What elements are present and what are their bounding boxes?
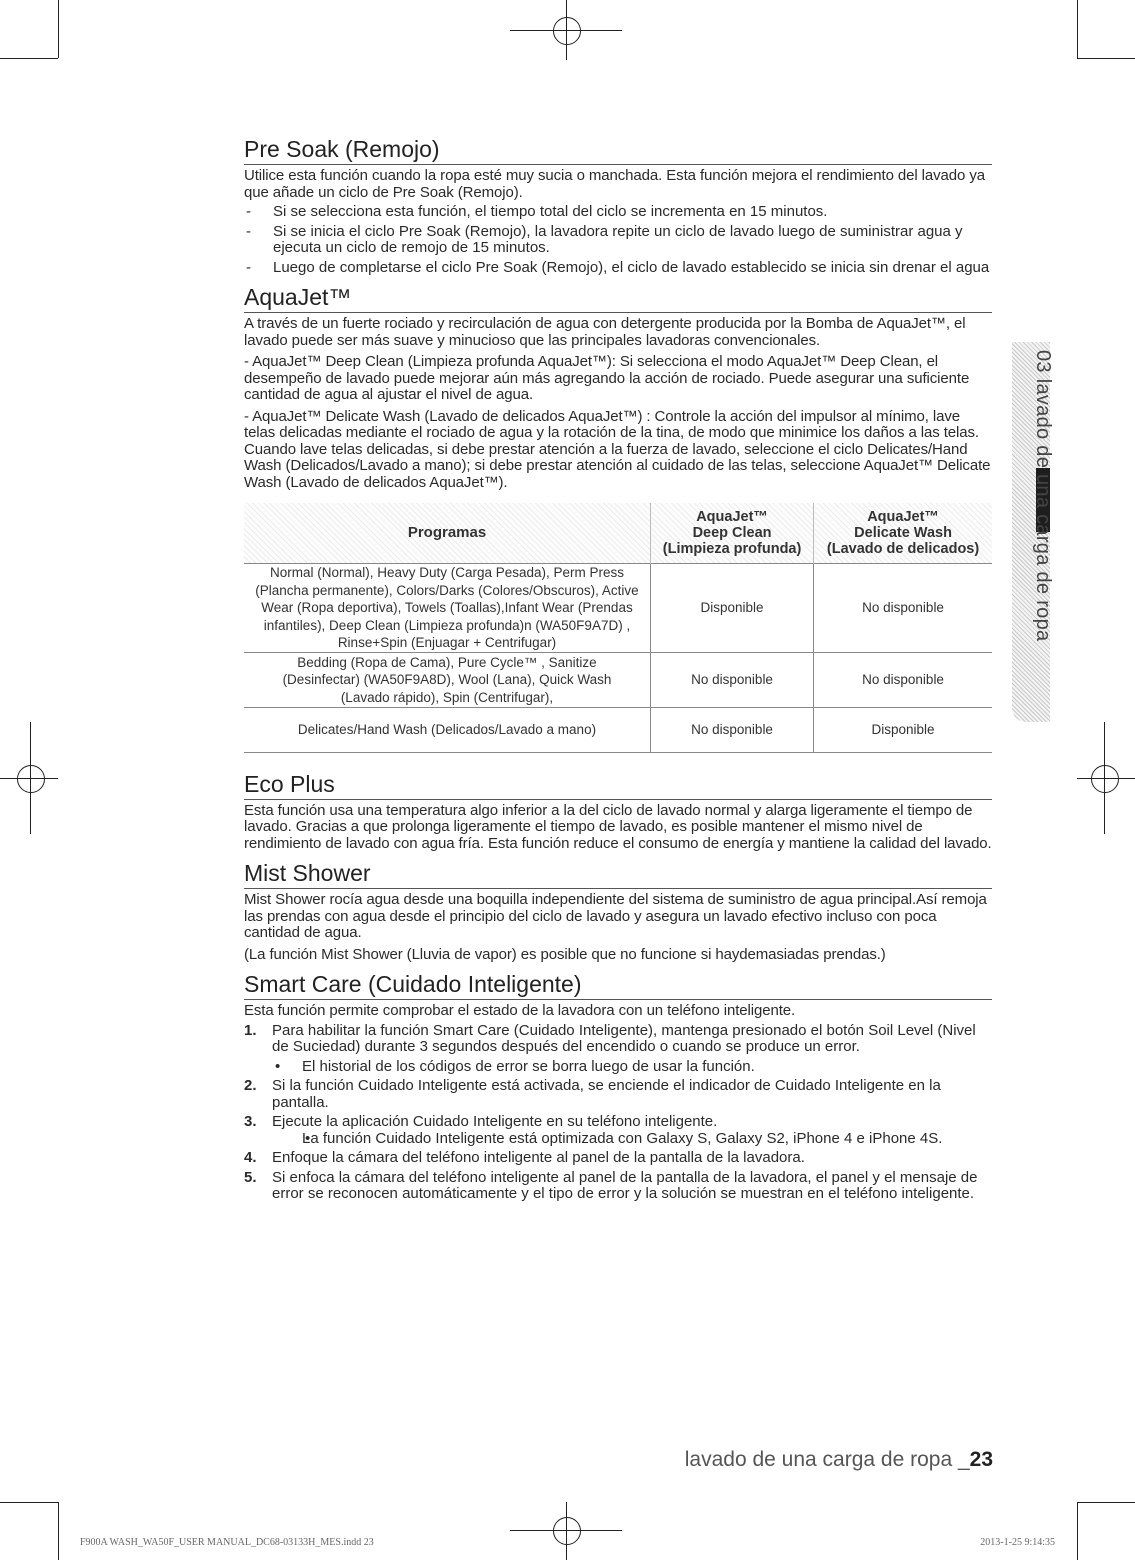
paragraph: Utilice esta función cuando la ropa esté muy sucia o manchada. Esta función mejora el rendimiento del lavado ya que añade un ciclo de Pre Soak (Remojo). [244,167,985,201]
page-footer [685,1448,993,1472]
step-text: Si enfoca la cámara del teléfono inteligente al panel de la pantalla de la lavadora, el panel y el mensaje de error se reconocen automáticamente y el tipo de error y la solución se muestran en el teléfono inteligente. [272,1168,978,1203]
section-smart-care [244,971,992,1203]
crop-mark [0,58,58,59]
table-cell: Delicates/Hand Wash (Delicados/Lavado a mano) [244,707,651,752]
step-bullet: • La función Cuidado Inteligente está optimizada con Galaxy S, Galaxy S2, iPhone 4 e iPhone 4S. [272,1131,992,1148]
crop-mark [58,1502,59,1560]
crop-mark [1077,1502,1135,1503]
table-row [244,564,992,653]
table-row [244,652,992,707]
paragraph: Esta función usa una temperatura algo inferior a la del ciclo de lavado normal y alarga ligeramente el tiempo de lavado. Gracias a que prolonga ligeramente el tiempo de lavado, es posible mantener el mismo nivel de rendimiento de lavado con agua fría. Esta función reduce el consumo de energía y mantiene la calidad del lavado. [244,801,992,852]
list-item: - Si se selecciona esta función, el tiempo total del ciclo se incrementa en 15 minutos. [244,204,992,221]
step-text: Ejecute la aplicación Cuidado Inteligente en su teléfono inteligente. [272,1113,718,1131]
table-header: AquaJet™ Delicate Wash (Lavado de delicados) [814,503,992,564]
step-number: 3. [244,1113,257,1131]
crop-mark [0,1502,58,1503]
table-cell: Disponible [651,564,814,653]
crop-mark [1077,0,1078,58]
section-pre-soak [244,136,992,276]
step-number: 1. [244,1021,257,1039]
paragraph: - AquaJet™ Deep Clean (Limpieza profunda AquaJet™): Si selecciona el modo AquaJet™ Deep Clean, el desempeño de lavado puede mejorar aún más agregando la acción de rociado. Puede asegurar una suficiente cantidad de agua al ajustar el nivel de agua. [244,353,970,403]
table-cell: Disponible [814,707,992,752]
paragraph: - AquaJet™ Delicate Wash (Lavado de delicados AquaJet™) : Controle la acción del impulsor al mínimo, lave telas delicadas mediante el rociado de agua y la rotación de la tina, de modo que minimice los daños a las telas. Cuando lave telas delicadas, si debe prestar atención a la fuerza de lavado, seleccione el ciclo Delicates/Hand Wash (Delicados/Lavado a mano); si debe prestar atención al cuidado de las telas, seleccione AquaJet™ Delicate Wash (Lavado de delicados AquaJet™). [244,407,991,491]
step-text: Enfoque la cámara del teléfono inteligente al panel de la pantalla de la lavadora. [272,1149,805,1167]
table-row [244,707,992,752]
list-item: - Si se inicia el ciclo Pre Soak (Remojo), la lavadora repite un ciclo de lavado luego de suministrar agua y ejecuta un ciclo de remojo de 15 minutos. [244,224,992,257]
section-mist-shower [244,860,992,963]
chapter-tab-label: 03 lavado de una carga de ropa [1032,350,1054,642]
footer-chapter-label: lavado de una carga de ropa _ [684,1448,970,1471]
step-number: 2. [244,1077,257,1095]
programs-table [244,503,992,753]
table-header-row [244,503,992,564]
section-title: Eco Plus [244,771,992,800]
section-title: AquaJet™ [244,284,992,313]
step-number: 5. [244,1168,257,1186]
crop-mark [58,0,59,58]
crop-mark [1077,1502,1078,1560]
step-item [244,1170,992,1203]
step-item [244,1078,992,1111]
table-cell: Bedding (Ropa de Cama), Pure Cycle™ , Sanitize (Desinfectar) (WA50F9A8D), Wool (Lana), Quick Wash (Lavado rápido), Spin (Centrifugar), [244,652,651,707]
step-item [244,1150,992,1167]
list-item: - Luego de completarse el ciclo Pre Soak (Remojo), el ciclo de lavado establecido se inicia sin drenar el agua [244,260,992,277]
paragraph: A través de un fuerte rociado y recirculación de agua con detergente producida por la Bomba de AquaJet™, el lavado puede ser más suave y minucioso que las principales lavadoras convencionales. [244,315,966,349]
paragraph: Esta función permite comprobar el estado de la lavadora con un teléfono inteligente. [244,1002,796,1020]
section-eco-plus [244,771,992,853]
section-title: Mist Shower [244,860,992,889]
section-title: Pre Soak (Remojo) [244,136,992,165]
step-bullet: • El historial de los códigos de error se borra luego de usar la función. [272,1059,992,1076]
table-cell: Normal (Normal), Heavy Duty (Carga Pesada), Perm Press (Plancha permanente), Colors/Darks (Colores/Obscuros), Active Wear (Ropa deportiva), Towels (Toallas),Infant Wear (Prendas infantiles), Deep Clean (Limpieza profunda)n (WA50F9A7D) , Rinse+Spin (Enjuagar + Centrifugar) [244,564,651,653]
step-item [244,1114,992,1147]
paragraph: Mist Shower rocía agua desde una boquilla independiente del sistema de suministro de agua principal.Así remoja las prendas con agua desde el principio del ciclo de lavado y asegura un lavado efectivo incluso con poca cantidad de agua. [244,891,987,942]
table-cell: No disponible [814,564,992,653]
page-content [244,136,992,1203]
table-cell: No disponible [814,652,992,707]
step-number: 4. [244,1149,257,1167]
table-header: AquaJet™ Deep Clean (Limpieza profunda) [651,503,814,564]
page-number: 23 [969,1448,993,1471]
step-text: Si la función Cuidado Inteligente está activada, se enciende el indicador de Cuidado Inteligente en la pantalla. [272,1077,941,1111]
step-item [244,1023,992,1076]
table-header: Programas [244,503,651,564]
table-cell: No disponible [651,652,814,707]
step-text: Para habilitar la función Smart Care (Cuidado Inteligente), mantenga presionado el botón Soil Level (Nivel de Suciedad) durante 3 segundos después del encendido o cuando se produce un error. [272,1021,976,1056]
file-slug: F900A WASH_WA50F_USER MANUAL_DC68-03133H_MES.indd 23 [80,1537,374,1548]
note: (La función Mist Shower (Lluvia de vapor) es posible que no funcione si haydemasiadas prendas.) [244,945,886,963]
section-title: Smart Care (Cuidado Inteligente) [244,971,992,1000]
date-slug: 2013-1-25 9:14:35 [980,1537,1055,1548]
crop-mark [1077,58,1135,59]
section-aquajet [244,284,992,753]
table-cell: No disponible [651,707,814,752]
